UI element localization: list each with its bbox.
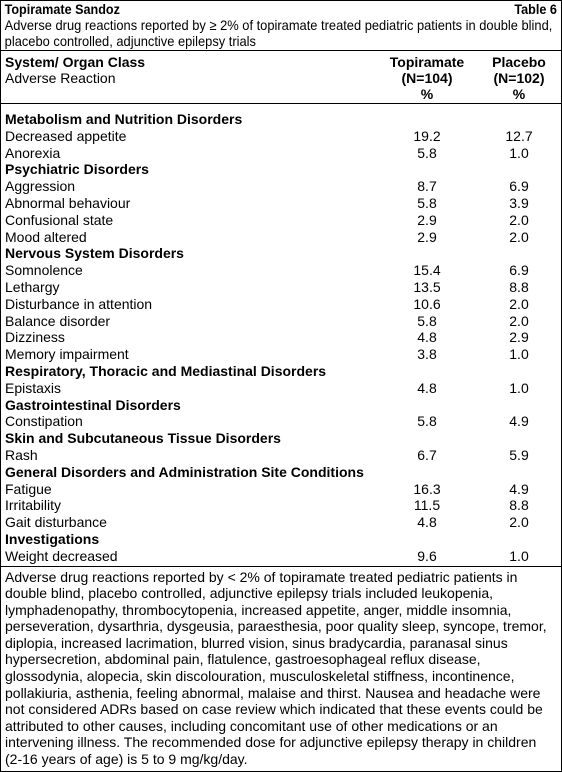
column-header-placebo-unit: % [512, 86, 526, 102]
section-row [1, 397, 561, 414]
placebo-value: 12.7 [505, 127, 533, 144]
section-row [1, 363, 561, 380]
placebo-value: 8.8 [509, 497, 529, 514]
section-title: Psychiatric Disorders [5, 161, 149, 178]
section-row [1, 430, 561, 447]
placebo-value: 2.0 [509, 312, 529, 329]
placebo-value: 5.9 [509, 446, 529, 463]
topiramate-value: 16.3 [413, 480, 441, 497]
column-header-topiramate-name: Topiramate [389, 54, 465, 70]
placebo-value: 4.9 [509, 413, 529, 430]
column-header-class-title: System/ Organ Class [5, 54, 146, 70]
topiramate-value: 10.6 [413, 295, 441, 312]
section-title: Skin and Subcutaneous Tissue Disorders [5, 430, 281, 447]
reaction-name: Decreased appetite [5, 127, 127, 144]
reaction-name: Aggression [5, 178, 76, 195]
table-row [1, 329, 561, 346]
column-header-topiramate-unit: % [420, 86, 434, 102]
reaction-name: Fatigue [5, 480, 52, 497]
placebo-value: 8.8 [509, 278, 529, 295]
table-row [1, 413, 561, 430]
table-caption: Adverse drug reactions reported by ≥ 2% of topiramate treated pediatric patients in double blind, placebo controlled, adjunctive epilepsy trials [4, 17, 553, 49]
topiramate-value: 5.8 [417, 144, 437, 161]
topiramate-value [377, 397, 477, 414]
topiramate-value: 2.9 [417, 211, 437, 228]
topiramate-value: 9.6 [417, 547, 437, 564]
section-title: Respiratory, Thoracic and Mediastinal Disorders [5, 362, 327, 379]
table-row [1, 497, 561, 514]
reaction-name: Rash [5, 446, 38, 463]
placebo-value [477, 430, 561, 447]
reaction-name: Constipation [5, 413, 83, 430]
reaction-name: Dizziness [5, 329, 65, 346]
reaction-name: Lethargy [5, 278, 60, 295]
placebo-value: 2.9 [509, 329, 529, 346]
table-row [1, 313, 561, 330]
table-row [1, 262, 561, 279]
placebo-value [477, 363, 561, 380]
section-row [1, 464, 561, 481]
footnote-text: Adverse drug reactions reported by < 2% of topiramate treated pediatric patients in double blind, placebo controlled, adjunctive epilepsy trials included leukopenia, lymphadenopathy, thrombocytopenia, increased appetite, anger, middle insomnia, perseveration, dysarthria, dysgeusia, paraesthesia, poor quality sleep, syncope, tremor, diplopia, increased lacrimation, blurred vision, sinus bradycardia, paranasal sinus hypersecretion, abdominal pain, flatulence, gastroesophageal reflux disease, glossodynia, alopecia, skin discolouration, musculoskeletal stiffness, incontinence, pollakiuria, asthenia, feeling abnormal, malaise and thirst. Nausea and headache were not considered ADRs based on case review which indicated that these events could be attributed to other causes, including concomitant use of other medications or an intervening illness. The recommended dose for adjunctive epilepsy therapy in children (2-16 years of age) is 5 to 9 mg/kg/day. [5, 568, 547, 768]
table-row [1, 145, 561, 162]
topiramate-value [377, 363, 477, 380]
topiramate-value [377, 161, 477, 178]
topiramate-value [377, 430, 477, 447]
topiramate-value: 15.4 [413, 262, 441, 279]
placebo-value: 3.9 [509, 194, 529, 211]
topiramate-value: 3.8 [417, 346, 437, 363]
table-row [1, 481, 561, 498]
topiramate-value: 5.8 [417, 413, 437, 430]
topiramate-value: 19.2 [413, 127, 441, 144]
topiramate-value: 13.5 [413, 278, 441, 295]
reaction-name: Somnolence [5, 262, 83, 279]
topiramate-value [377, 111, 477, 128]
section-title: Investigations [5, 530, 100, 547]
table-row [1, 548, 561, 565]
reaction-name: Disturbance in attention [5, 295, 153, 312]
reaction-name: Mood altered [5, 228, 87, 245]
table-row [1, 380, 561, 397]
section-title: Gastrointestinal Disorders [5, 396, 181, 413]
column-header-topiramate-n: (N=104) [401, 70, 453, 86]
table-row [1, 195, 561, 212]
topiramate-value [377, 245, 477, 262]
reaction-name: Anorexia [5, 144, 61, 161]
topiramate-value: 5.8 [417, 194, 437, 211]
table-row [1, 128, 561, 145]
table-row [1, 346, 561, 363]
section-row [1, 161, 561, 178]
section-title: Metabolism and Nutrition Disorders [5, 111, 243, 127]
table-title: Topiramate Sandoz [4, 1, 120, 17]
table-row [1, 447, 561, 464]
placebo-value: 2.0 [509, 295, 529, 312]
reaction-name: Confusional state [5, 211, 114, 228]
table-row [1, 514, 561, 531]
placebo-value: 1.0 [509, 547, 529, 564]
topiramate-value: 4.8 [417, 379, 437, 396]
placebo-value [477, 111, 561, 128]
table-row [1, 296, 561, 313]
placebo-value [477, 397, 561, 414]
placebo-value [477, 161, 561, 178]
placebo-value: 1.0 [509, 346, 529, 363]
column-header-topiramate [377, 51, 477, 103]
column-header-class [1, 51, 377, 103]
reaction-name: Balance disorder [5, 312, 111, 329]
topiramate-value: 8.7 [417, 178, 437, 195]
column-header-placebo [477, 51, 561, 103]
column-header-placebo-name: Placebo [492, 54, 546, 70]
table-row [1, 279, 561, 296]
section-title: Nervous System Disorders [5, 245, 184, 262]
table-row [1, 212, 561, 229]
placebo-value [477, 464, 561, 481]
table-header [1, 1, 560, 17]
topiramate-value: 6.7 [417, 446, 437, 463]
reaction-name: Weight decreased [5, 547, 118, 564]
topiramate-value: 4.8 [417, 329, 437, 346]
section-row [1, 111, 561, 128]
placebo-value [477, 245, 561, 262]
reaction-name: Epistaxis [5, 379, 62, 396]
footnote [1, 567, 561, 771]
column-headers [1, 51, 561, 103]
placebo-value: 4.9 [509, 480, 529, 497]
topiramate-value [377, 464, 477, 481]
section-title: General Disorders and Administration Site Conditions [5, 463, 364, 480]
reaction-name: Memory impairment [5, 346, 129, 363]
placebo-value: 6.9 [509, 178, 529, 195]
topiramate-value [377, 531, 477, 548]
placebo-value: 2.0 [509, 228, 529, 245]
placebo-value: 2.0 [509, 514, 529, 531]
reaction-name: Gait disturbance [5, 514, 107, 531]
reaction-name: Irritability [5, 497, 62, 514]
placebo-value [477, 531, 561, 548]
topiramate-value: 5.8 [417, 312, 437, 329]
column-header-placebo-n: (N=102) [493, 70, 545, 86]
placebo-value: 2.0 [509, 211, 529, 228]
placebo-value: 1.0 [509, 379, 529, 396]
section-row [1, 531, 561, 548]
table-row [1, 178, 561, 195]
section-row [1, 245, 561, 262]
placebo-value: 1.0 [509, 144, 529, 161]
topiramate-value: 11.5 [413, 497, 441, 514]
placebo-value: 6.9 [509, 262, 529, 279]
table-body [1, 104, 561, 566]
topiramate-value: 2.9 [417, 228, 437, 245]
table-row [1, 229, 561, 246]
topiramate-value: 4.8 [417, 514, 437, 531]
reaction-name: Abnormal behaviour [5, 194, 131, 211]
column-header-class-subtitle: Adverse Reaction [5, 70, 116, 86]
table-number: Table 6 [514, 1, 557, 17]
